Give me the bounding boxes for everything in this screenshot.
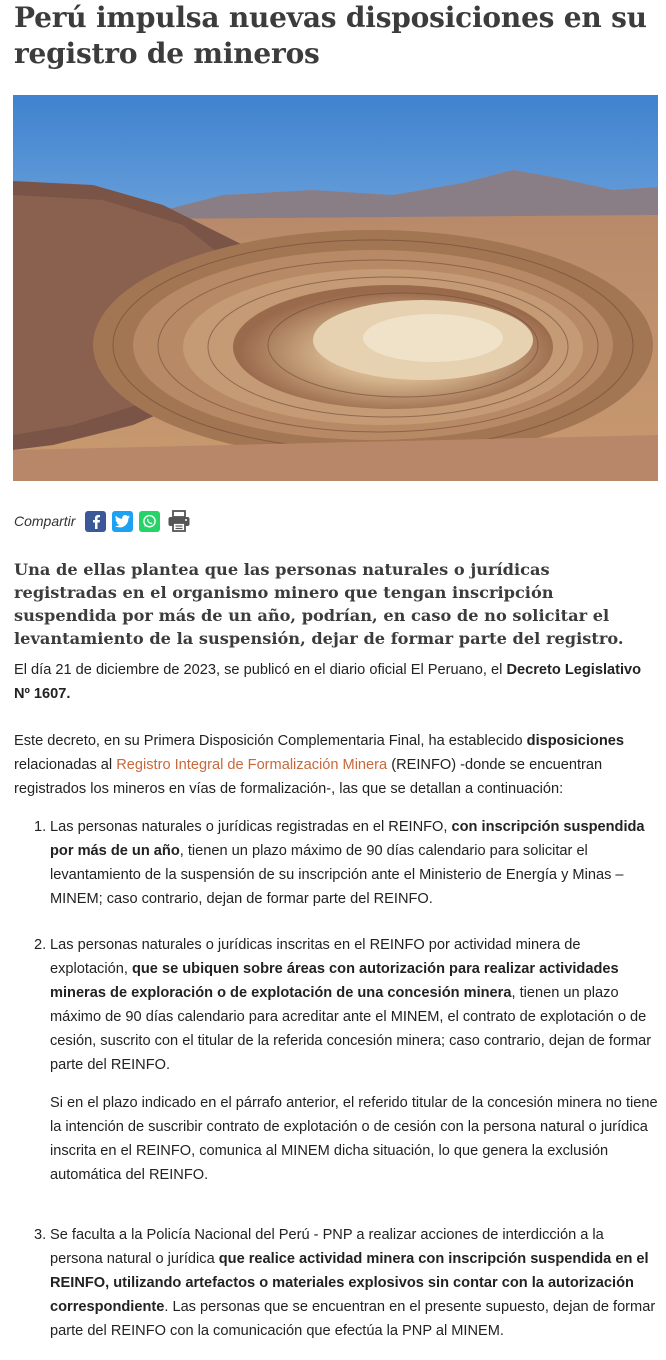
list-text: Se faculta a la Policía Nacional del Perú - PNP a realizar acciones de interdicción a la persona natural o jurídica [50, 1227, 604, 1267]
whatsapp-share-button[interactable] [139, 511, 160, 532]
share-bar [14, 508, 192, 534]
paragraph-decree-summary [14, 729, 654, 801]
facebook-icon [89, 514, 102, 529]
list-number: 2. [34, 937, 47, 953]
list-item-continuation [14, 1091, 658, 1187]
list-bold-text: que se ubiquen sobre áreas con autorización para realizar actividades mineras de exploración o de explotación de una concesión minera [50, 961, 619, 1001]
hero-image-open-pit-mine [13, 95, 658, 481]
article-title: Perú impulsa nuevas disposiciones en su registro de mineros [14, 1, 647, 70]
list-bold-text: con inscripción suspendida por más de un año [50, 819, 645, 859]
list-number: 1. [34, 819, 47, 835]
paragraph-text: (REINFO) -donde se encuentran registrados los mineros en vías de formalización-, las que se detallan a continuación: [14, 757, 603, 797]
list-bold-text: que realice actividad minera con inscripción suspendida en el REINFO, utilizando artefactos o materiales explosivos sin contar con la autorización correspondiente [50, 1251, 649, 1315]
list-text: Si en el plazo indicado en el párrafo anterior, el referido titular de la concesión minera no tiene la intención de suscribir contrato de explotación o de cesión con la persona natural o jurídica inscrita en el REINFO, comunica al MINEM dicha situación, lo que genera la exclusión automática del REINFO. [50, 1095, 658, 1183]
list-item [14, 1223, 658, 1343]
decree-name: Decreto Legislativo Nº 1607. [14, 662, 642, 702]
article-lead: Una de ellas plantea que las personas naturales o jurídicas registradas en el organismo minero que tengan inscripción suspendida por más de un año, podrían, en caso de no solicitar el levantamiento de la suspensión, dejar de formar parte del registro. [14, 560, 624, 648]
list-text: Las personas naturales o jurídicas inscritas en el REINFO por actividad minera de explotación, [50, 937, 581, 977]
list-number: 3. [34, 1227, 47, 1243]
list-item [14, 815, 658, 911]
list-text: Las personas naturales o jurídicas registradas en el REINFO, [50, 819, 452, 835]
print-icon [167, 510, 191, 532]
list-item [14, 933, 658, 1077]
whatsapp-icon [142, 514, 157, 529]
list-text: , tienen un plazo máximo de 90 días calendario para acreditar ante el MINEM, el contrato de explotación o de cesión, suscrito con el titular de la referida concesión minera; caso contrario, dejan de formar parte del REINFO. [50, 985, 652, 1073]
bold-text: disposiciones [526, 733, 624, 749]
twitter-icon [115, 515, 130, 528]
share-label: Compartir [14, 513, 76, 529]
list-text: . Las personas que se encuentran en el presente supuesto, dejan de formar parte del REINFO con la comunicación que efectúa la PNP al MINEM. [50, 1299, 656, 1339]
paragraph-publication [14, 658, 654, 706]
facebook-share-button[interactable] [85, 511, 106, 532]
twitter-share-button[interactable] [112, 511, 133, 532]
paragraph-text: Este decreto, en su Primera Disposición Complementaria Final, ha establecido [14, 733, 527, 749]
mine-landscape-illustration [13, 95, 658, 481]
paragraph-text: El día 21 de diciembre de 2023, se publicó en el diario oficial El Peruano, el [14, 662, 507, 678]
reinfo-link[interactable]: Registro Integral de Formalización Minera [116, 757, 388, 773]
paragraph-text: relacionadas al [14, 757, 117, 773]
list-text: , tienen un plazo máximo de 90 días calendario para solicitar el levantamiento de la suspensión de su inscripción ante el Ministerio de Energía y Minas – MINEM; caso contrario, dejan de formar parte del REINFO. [50, 843, 624, 907]
print-button[interactable] [166, 511, 192, 532]
